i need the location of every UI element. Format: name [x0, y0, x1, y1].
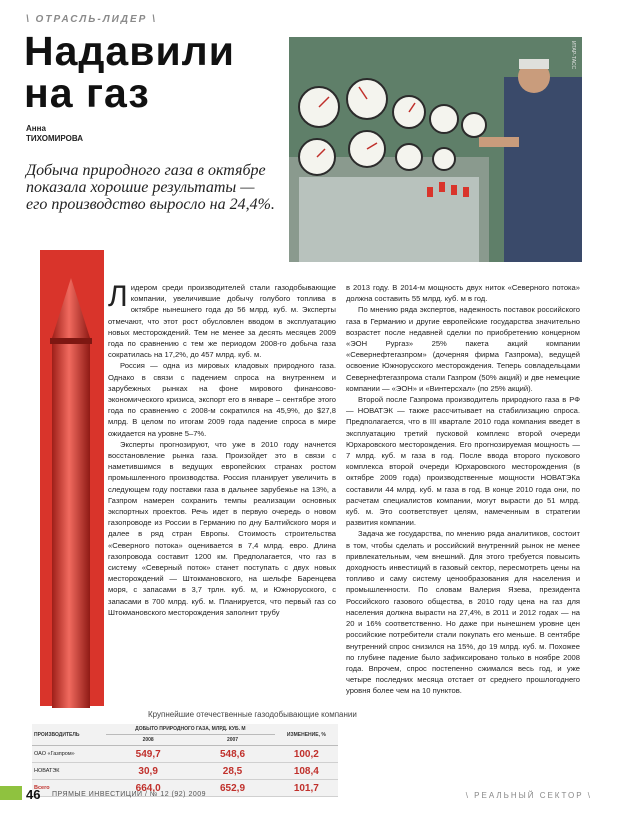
table-row [32, 746, 338, 763]
article-photo [289, 37, 582, 262]
paragraph: По мнению ряда экспертов, надежность поставок российского газа в Германию и другие европейские государства значительно возрастет после недавней сделки по приобретению концерном «ЭОН Рургаз» 25% пакета акций компании «Севернефтегазпром» (дочерняя фирма Газпрома), ведущей освоение Южнорусского месторождения. Теперь совладельцами Севернефтегазпрома стали Газпром (50% акций) и две немецкие компании — «ЭОН» и «Винтерсхал» (по 25% акций). [346, 305, 580, 393]
page-number-marker [0, 786, 22, 800]
drop-cap: Л [108, 280, 128, 313]
row-change: 101,7 [275, 780, 338, 797]
paragraph: Задача же государства, по мнению ряда аналитиков, состоит в том, чтобы сделать и российский внутренний рынок не менее привлекательным, чем внешний. Для этого требуется повысить доходность инвестиций в газовый сектор, пересмотреть цены на топливо и саму систему ценообразования для населения и промышленности. По словам Валерия Язева, президента Российского газового общества, в 2010 году цена на газ для населения должна вырасти на 27,4%, в 2011 и 2012 годах — на 20 и 16% соответственно. Но даже при нынешнем уровне цен российские потребители стали покупать его меньше. В сентябре внутренний спрос снизился на 15%, до 19 млрд. куб. м. Похожее по глубине падение было зафиксировано только в ноябре 2008 года. Впрочем, спрос постепенно сжимался весь год, и уже четыре последних месяца отстает от среднего прошлогоднего уровня более чем на 10 пунктов. [346, 529, 580, 696]
table-row [32, 763, 338, 780]
header-2007: 2007 [190, 735, 274, 746]
lead-paragraph: Добыча природного газа в октябре показала хорошие результаты — его производство выросло на 24,4%. [26, 162, 275, 213]
header-producer: ПРОИЗВОДИТЕЛЬ [32, 724, 106, 746]
article-column-1 [108, 282, 336, 618]
footer-section-tag: \ РЕАЛЬНЫЙ СЕКТОР \ [465, 791, 592, 800]
control-room-illustration [289, 37, 582, 262]
title-line-1: Надавили [24, 28, 235, 74]
paragraph: Второй после Газпрома производитель природного газа в РФ — НОВАТЭК — также рассчитывает на стабилизацию спроса. Предполагается, что в III квартале 2010 года компания введет в эксплуатацию третий пусковой комплекс второй очереди Юрхаровского месторождения. Его прогнозируемая мощность — 7 млрд. куб. м газа в год. После ввода второго пускового комплекса второй очереди Юрхаровского месторождения (в октябре 2009 года) производственные мощности НОВАТЭКа составили 44 млрд. куб. м газа в год. В конце 2010 года они, по расчетам специалистов компании, могут вырасти до 51 млрд. куб. м. Это соответствует целям, намеченным в стратегии развития компании. [346, 395, 580, 528]
row-2008: 664,0 [106, 780, 190, 797]
gas-producers-table [32, 724, 338, 797]
title-line-2: на газ [24, 70, 150, 116]
row-name: ОАО «Газпром» [32, 746, 106, 763]
row-change: 100,2 [275, 746, 338, 763]
row-2007: 652,9 [190, 780, 274, 797]
row-2007: 28,5 [190, 763, 274, 780]
row-2008: 30,9 [106, 763, 190, 780]
row-2007: 548,6 [190, 746, 274, 763]
row-2008: 549,7 [106, 746, 190, 763]
paragraph: Лидером среди производителей стали газодобывающие компании, увеличившие добычу голубого топлива в октябре нынешнего года до 56 млрд. куб. м. Эксперты отмечают, что этот рост обусловлен вводом в эксплуатацию новых месторождений. Тем не менее за десять месяцев 2009 года по сравнению с тем же периодом 2008-го добыча газа сократилась на 17,2%, до 457 млрд. куб. м. [108, 280, 336, 360]
author-last-name: ТИХОМИРОВА [26, 134, 84, 143]
table-title: Крупнейшие отечественные газодобывающие компании [148, 710, 357, 719]
header-change: ИЗМЕНЕНИЕ, % [275, 724, 338, 746]
paragraph: Эксперты прогнозируют, что уже в 2010 году начнется восстановление рынка газа. Произойдет это в связи с наметившимся в ведущих европейских странах ростом промышленного производства. Россия планирует увеличить в следующем году поставки газа в дальнее зарубежье на 13%, а Газпром намерен сохранить темпы реализации основных экспортных проектов. Речь идет в первую очередь о новом газопроводе из России в Германию по дну Балтийского моря и далее в ряд стран Европы. Стоимость строительства «Северного потока» оценивается в 7,4 млрд. евро. Длина газопровода составит 1200 км. Предполагается, что газ в систему «Северный поток» станет поступать с двух новых месторождений — Штокмановского, на шельфе Баренцева моря, с запасами в 3,7 трлн. куб. м, и Южнорусского, с запасами в 700 млрд. куб. м. Планируется, что первый газ со Штокмановского месторождения заполнит трубу [108, 439, 336, 617]
publication-info: ПРЯМЫЕ ИНВЕСТИЦИИ / № 12 (92) 2009 [52, 791, 207, 798]
author [26, 124, 83, 144]
gas-pipe-illustration [48, 278, 94, 708]
article-column-2 [346, 282, 580, 697]
row-change: 108,4 [275, 763, 338, 780]
article-title [24, 30, 294, 114]
paragraph: Россия — одна из мировых кладовых природного газа. Однако в связи с падением спроса на внутреннем и зарубежных рынках на фоне мирового финансово-экономического кризиса, экспорт его в январе – сентябре этого года по сравнению с 2008-м сократился на 45,9%, до $27,8 млрд. В целом по итогам 2009 года падение спроса в мире ожидается на уровне 5–7%. [108, 361, 336, 438]
header-2008: 2008 [106, 735, 190, 746]
row-name: Всего [32, 780, 106, 797]
row-name: НОВАТЭК [32, 763, 106, 780]
author-first-name: Анна [26, 124, 46, 133]
page-number: 46 [26, 787, 41, 802]
paragraph: в 2013 году. В 2014-м мощность двух ниток «Северного потока» должна составить 55 млрд. куб. м в год. [346, 283, 580, 304]
photo-credit: ИТАР-ТАСС [570, 41, 576, 70]
section-tag: \ ОТРАСЛЬ-ЛИДЕР \ [26, 14, 157, 25]
header-group: ДОБЫТО ПРИРОДНОГО ГАЗА, МЛРД. КУБ. М [106, 724, 275, 735]
